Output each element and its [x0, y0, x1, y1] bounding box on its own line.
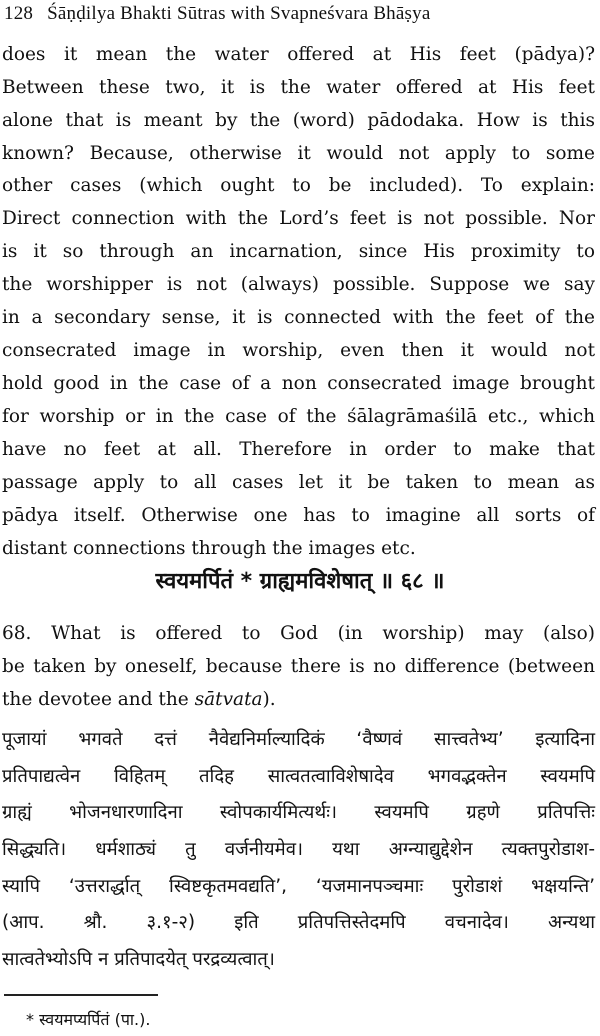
sanskrit-line-final: सात्वतेभ्योऽपि न प्रतिपादयेत् परद्रव्यत्वात्। — [2, 949, 275, 970]
text-line: Direct connection with the Lord’s feet is not possible. Nor — [2, 208, 595, 229]
translation-line: be taken by oneself, because there is no difference (between — [2, 656, 595, 677]
footnote-rule — [4, 994, 158, 996]
page-number: 128 — [4, 3, 34, 24]
sanskrit-line: (आप. श्रौ. ३.१-२) इति प्रतिपत्तिस्तेदमपि वचनादेव। अन्यथा — [2, 912, 595, 933]
sanskrit-line: प्रतिपाद्यत्वेन विहितम् तदिह सात्वतत्वाविशेषादेव भगवद्भक्तेन स्वयमपि — [2, 766, 595, 787]
text-line: does it mean the water offered at His feet (pādya)? — [2, 44, 595, 65]
translation-line-final — [2, 688, 595, 712]
footnote: * स्वयमप्यर्पितं (पा.). — [26, 1010, 151, 1029]
sanskrit-line: ग्राह्यं भोजनधारणादिना स्वोपकार्यमित्यर्थः। स्वयमपि ग्रहणे प्रतिपत्तिः — [2, 802, 595, 823]
sanskrit-line: स्यापि ‘उत्तरार्द्धात् स्विष्टकृतमवद्यति’, ‘यजमानपञ्चमाः पुरोडाशं भक्षयन्ति’ — [2, 876, 595, 897]
running-title: Śāṇḍilya Bhakti Sūtras with Svapneśvara Bhāṣya — [47, 3, 431, 24]
text-line: known? Because, otherwise it would not apply to some — [2, 143, 595, 164]
text-line: other cases (which ought to be included). To explain: — [2, 175, 595, 196]
sutra-heading: स्वयमर्पितं * ग्राह्यमविशेषात् ॥ ६८ ॥ — [155, 569, 445, 594]
text-line: passage apply to all cases let it be taken to mean as — [2, 472, 595, 493]
text-line: for worship or in the case of the śālagrāmaśilā etc., which — [2, 406, 595, 427]
text-line-final: distant connections through the images etc. — [2, 538, 416, 559]
translation-line: 68. What is offered to God (in worship) may (also) — [2, 623, 595, 644]
sanskrit-line: सिद्ध्यति। धर्मशाठ्यं तु वर्जनीयमेव। यथा अग्न्याद्युद्देशेन त्यक्तपुरोडाश- — [2, 839, 595, 860]
text-line: have no feet at all. Therefore in order to make that — [2, 439, 595, 460]
text-line: alone that is meant by the (word) pādodaka. How is this — [2, 110, 595, 131]
translation-text: the devotee and the — [2, 689, 195, 710]
running-header — [4, 3, 430, 25]
text-line: in a secondary sense, it is connected with the feet of the — [2, 307, 595, 328]
text-line: pādya itself. Otherwise one has to imagine all sorts of — [2, 505, 595, 526]
text-line: is it so through an incarnation, since His proximity to — [2, 241, 595, 262]
text-line: consecrated image in worship, even then it would not — [2, 340, 595, 361]
text-line: the worshipper is not (always) possible. Suppose we say — [2, 274, 595, 295]
translation-text-end: ). — [262, 689, 276, 710]
sanskrit-line: पूजायां भगवते दत्तं नैवेद्यनिर्माल्यादिकं ‘वैष्णवं सात्त्वतेभ्य’ इत्यादिना — [2, 729, 595, 750]
text-line: Between these two, it is the water offered at His feet — [2, 77, 595, 98]
text-line: hold good in the case of a non consecrated image brought — [2, 373, 595, 394]
italic-term: sātvata — [194, 689, 263, 710]
